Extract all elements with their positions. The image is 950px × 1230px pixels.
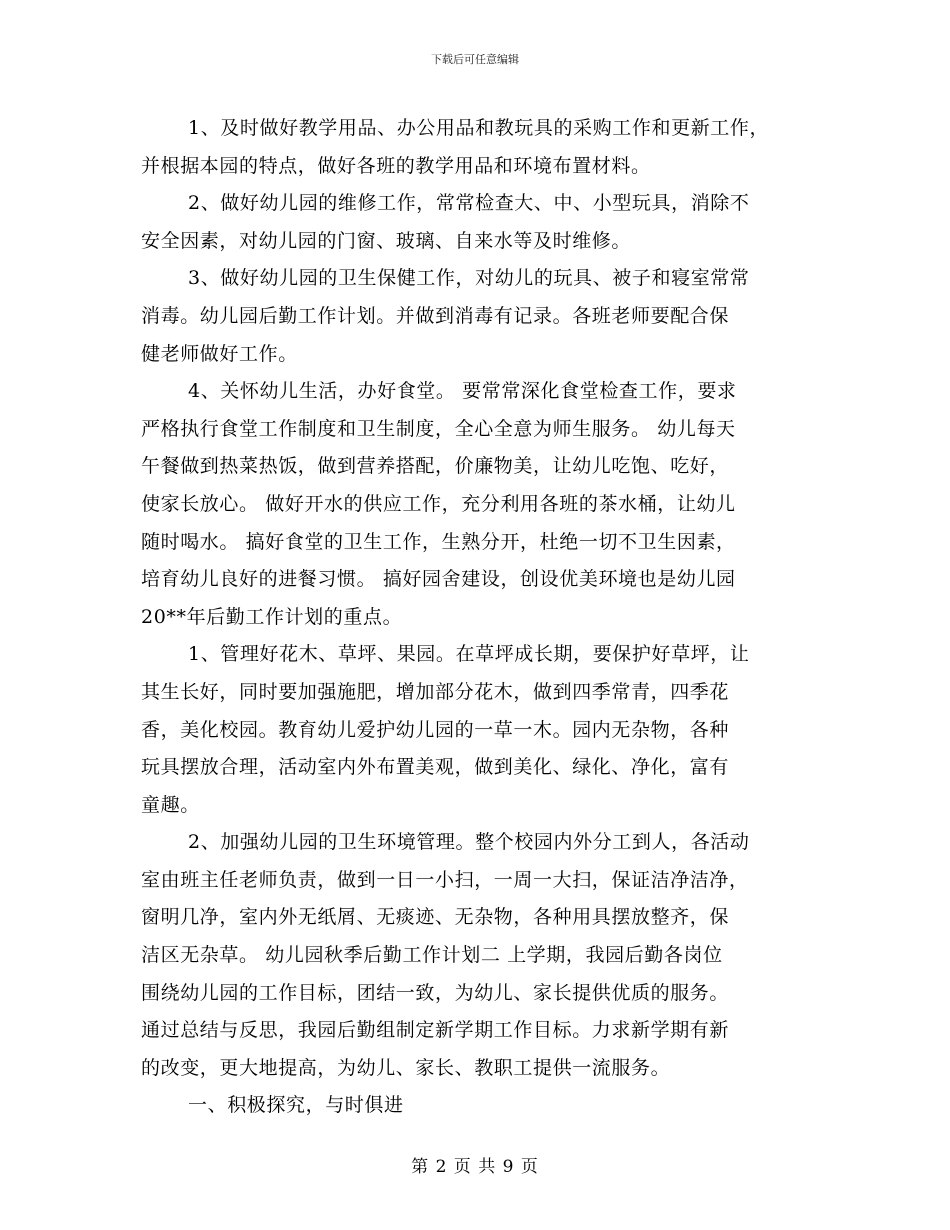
section-heading: 一、积极探究，与时俱进	[188, 1094, 404, 1117]
paragraph-3-line-2: 消毒。幼儿园后勤工作计划。并做到消毒有记录。各班老师要配合保	[141, 304, 730, 327]
paragraph-5-line-3: 香，美化校园。教育幼儿爱护幼儿园的一草一木。园内无杂物，各种	[141, 718, 730, 741]
document-body	[141, 110, 821, 1125]
paragraph-6-line-6: 通过总结与反思，我园后勤组制定新学期工作目标。力求新学期有新	[141, 1019, 730, 1042]
paragraph-4-line-7: 20**年后勤工作计划的重点。	[141, 605, 403, 628]
paragraph-3-line-3: 健老师做好工作。	[141, 342, 298, 365]
paragraph-6-line-2: 室由班主任老师负责，做到一日一小扫，一周一大扫，保证洁净洁净，	[141, 868, 749, 891]
paragraph-5-line-4: 玩具摆放合理，活动室内外布置美观，做到美化、绿化、净化，富有	[141, 756, 730, 779]
page-number-footer: 第 2 页 共 9 页	[411, 1157, 539, 1177]
paragraph-4-line-1: 4、关怀幼儿生活，办好食堂。 要常常深化食堂检查工作，要求	[188, 380, 737, 403]
paragraph-2-line-1: 2、做好幼儿园的维修工作，常常检查大、中、小型玩具，消除不	[188, 192, 750, 215]
paragraph-6-line-3: 窗明几净，室内外无纸屑、无痰迹、无杂物，各种用具摆放整齐，保	[141, 906, 730, 929]
paragraph-6-line-4: 洁区无杂草。 幼儿园秋季后勤工作计划二 上学期，我园后勤各岗位	[141, 944, 723, 967]
paragraph-1-line-1: 1、及时做好教学用品、办公用品和教玩具的采购工作和更新工作，	[188, 117, 770, 139]
paragraph-6-line-7: 的改变，更大地提高，为幼儿、家长、教职工提供一流服务。	[141, 1056, 671, 1079]
paragraph-4-line-6: 培育幼儿良好的进餐习惯。 搞好园舍建设，创设优美环境也是幼儿园	[141, 568, 736, 591]
page-header-note: 下载后可任意编辑	[431, 53, 519, 66]
paragraph-6-line-5: 围绕幼儿园的工作目标，团结一致，为幼儿、家长提供优质的服务。	[141, 981, 730, 1004]
paragraph-4-line-2: 严格执行食堂工作制度和卫生制度，全心全意为师生服务。 幼儿每天	[141, 417, 736, 440]
paragraph-4-line-3: 午餐做到热菜热饭，做到营养搭配，价廉物美，让幼儿吃饱、吃好，	[141, 455, 730, 478]
paragraph-1-line-2: 并根据本园的特点，做好各班的教学用品和环境布置材料。	[141, 154, 651, 177]
paragraph-5-line-2: 其生长好，同时要加强施肥，增加部分花木，做到四季常青，四季花	[141, 680, 730, 703]
paragraph-4-line-4: 使家长放心。 做好开水的供应工作，充分利用各班的茶水桶，让幼儿	[141, 492, 736, 515]
paragraph-5-line-1: 1、管理好花木、草坪、果园。在草坪成长期，要保护好草坪，让	[188, 643, 750, 666]
paragraph-3-line-1: 3、做好幼儿园的卫生保健工作，对幼儿的玩具、被子和寝室常常	[188, 267, 750, 290]
paragraph-6-line-1: 2、加强幼儿园的卫生环境管理。整个校园内外分工到人，各活动	[188, 831, 750, 854]
paragraph-4-line-5: 随时喝水。 搞好食堂的卫生工作，生熟分开，杜绝一切不卫生因素，	[141, 530, 736, 553]
paragraph-5-line-5: 童趣。	[141, 793, 200, 816]
paragraph-2-line-2: 安全因素，对幼儿园的门窗、玻璃、自来水等及时维修。	[141, 229, 632, 252]
